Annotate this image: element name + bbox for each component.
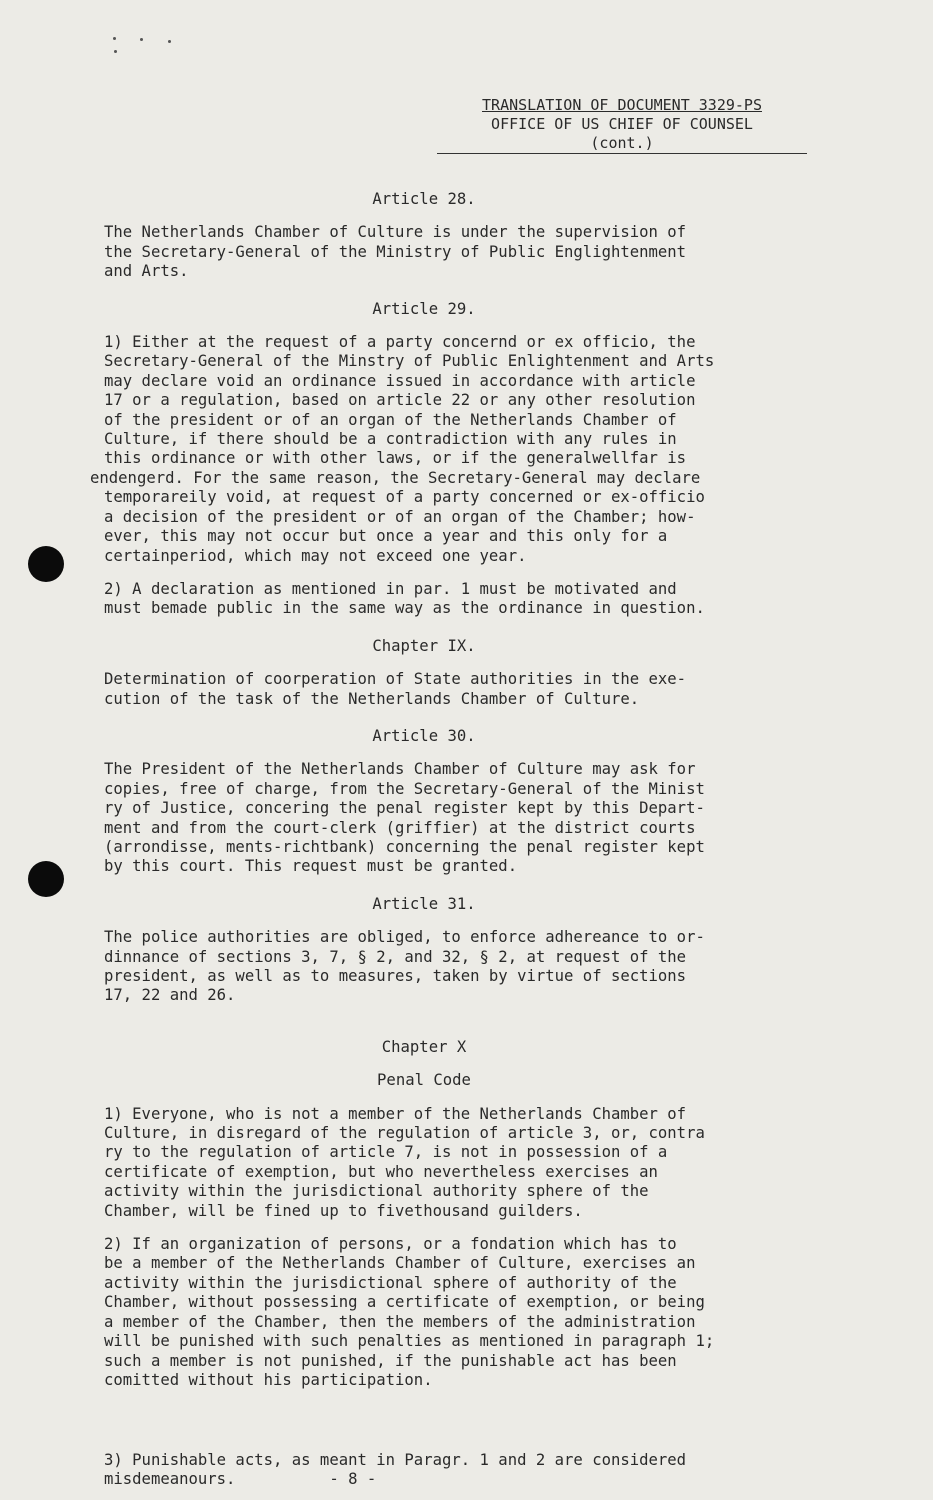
article-28-title: Article 28. <box>372 190 476 208</box>
text-line: of the president or of an organ of the Netherlands Chamber of <box>104 410 677 429</box>
text-line: 1) Everyone, who is not a member of the Netherlands Chamber of <box>104 1104 687 1123</box>
text-line: 1) Either at the request of a party concernd or ex officio, the <box>104 333 696 352</box>
text-line: The police authorities are obliged, to enforce adhereance to or- <box>104 928 705 947</box>
text-line: comitted without his participation. <box>104 1370 433 1389</box>
chapter-10-subtitle: Penal Code <box>377 1071 471 1090</box>
header-rule <box>437 153 807 154</box>
text-line: activity within the jurisdictional sphere of authority of the <box>104 1273 677 1292</box>
chapter-9-title: Chapter IX. <box>372 636 476 655</box>
stray-mark <box>113 37 116 40</box>
text-line: must bemade public in the same way as the ordinance in question. <box>104 599 705 618</box>
header-line-2: OFFICE OF US CHIEF OF COUNSEL <box>491 115 753 133</box>
text-line: a member of the Chamber, then the members of the administration <box>104 1312 696 1331</box>
text-line: misdemeanours. <box>104 1470 236 1489</box>
text-line: may declare void an ordinance issued in accordance with article <box>104 371 696 390</box>
text-line: and Arts. <box>104 262 189 281</box>
text-line: 2) If an organization of persons, or a fondation which has to <box>104 1235 677 1254</box>
stray-mark <box>168 40 171 43</box>
header-line-3: (cont.) <box>590 134 654 152</box>
text-line: Chamber, without possessing a certificate of exemption, or being <box>104 1293 705 1312</box>
text-line: dinnance of sections 3, 7, § 2, and 32, § 2, at request of the <box>104 947 687 966</box>
stray-mark <box>140 38 143 41</box>
article-31-title: Article 31. <box>372 894 476 913</box>
text-line: ry to the regulation of article 7, is not in possession of a <box>104 1143 668 1162</box>
text-line: this ordinance or with other laws, or if the generalwellfar is <box>104 449 687 468</box>
punch-hole <box>28 861 64 897</box>
text-line: certainperiod, which may not exceed one year. <box>104 546 527 565</box>
text-line: Culture, if there should be a contradiction with any rules in <box>104 430 677 449</box>
page-number: - 8 - <box>329 1470 377 1489</box>
text-line: activity within the jurisdictional authority sphere of the <box>104 1182 649 1201</box>
text-line: 2) A declaration as mentioned in par. 1 must be motivated and <box>104 579 677 598</box>
article-30-title: Article 30. <box>372 726 476 745</box>
text-line: 17, 22 and 26. <box>104 986 236 1005</box>
text-line: ever, this may not occur but once a year and this only for a <box>104 527 668 546</box>
text-line: Determination of coorperation of State authorities in the exe- <box>104 670 687 689</box>
text-line: the Secretary-General of the Ministry of Public Englightenment <box>104 242 687 261</box>
chapter-10-title: Chapter X <box>381 1037 467 1056</box>
text-line: 3) Punishable acts, as meant in Paragr. 1 and 2 are considered <box>104 1451 687 1469</box>
document-footer <box>104 1451 864 1490</box>
document-body <box>90 190 864 1390</box>
punch-hole <box>28 546 64 582</box>
header-line-1: TRANSLATION OF DOCUMENT 3329-PS <box>482 96 762 114</box>
text-line: president, as well as to measures, taken by virtue of sections <box>104 967 687 985</box>
text-line: (arrondisse, ments-richtbank) concerning the penal register kept <box>104 837 705 856</box>
text-line: ment and from the court-clerk (griffier) at the district courts <box>104 818 696 837</box>
text-line: ry of Justice, concering the penal register kept by this Depart- <box>104 799 705 818</box>
text-line: copies, free of charge, from the Secretary-General of the Minist <box>104 779 705 798</box>
text-line: The President of the Netherlands Chamber of Culture may ask for <box>104 760 696 779</box>
text-line: temporareily void, at request of a party concerned or ex-officio <box>104 488 705 507</box>
article-29-title: Article 29. <box>372 299 476 318</box>
text-line: be a member of the Netherlands Chamber of Culture, exercises an <box>104 1254 696 1273</box>
stray-mark <box>114 50 117 53</box>
text-line: endengerd. For the same reason, the Secretary-General may declare <box>90 468 701 487</box>
document-header <box>437 96 807 153</box>
text-line: will be punished with such penalties as mentioned in paragraph 1; <box>104 1332 715 1351</box>
text-line: Culture, in disregard of the regulation of article 3, or, contra <box>104 1124 705 1143</box>
text-line: Secretary-General of the Minstry of Public Enlightenment and Arts <box>104 352 715 371</box>
text-line: a decision of the president or of an organ of the Chamber; how- <box>104 507 696 526</box>
text-line: cution of the task of the Netherlands Chamber of Culture. <box>104 689 640 708</box>
text-line: certificate of exemption, but who nevertheless exercises an <box>104 1162 658 1181</box>
text-line: such a member is not punished, if the punishable act has been <box>104 1351 677 1370</box>
text-line: The Netherlands Chamber of Culture is under the supervision of <box>104 223 687 242</box>
text-line: 17 or a regulation, based on article 22 or any other resolution <box>104 391 696 410</box>
text-line: by this court. This request must be granted. <box>104 857 518 876</box>
text-line: Chamber, will be fined up to fivethousand guilders. <box>104 1201 583 1220</box>
